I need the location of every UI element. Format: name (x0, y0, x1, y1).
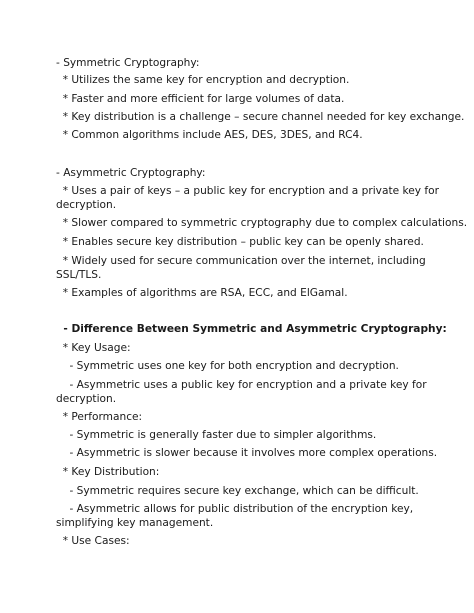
asymmetric-heading: - Asymmetric Cryptography: (56, 167, 206, 179)
key-usage-asymmetric-line-1: - Asymmetric uses a public key for encryption and a private key for (56, 379, 427, 391)
key-usage-asymmetric-line-2: decryption. (56, 393, 117, 405)
asymmetric-point-1-line-2: decryption. (56, 199, 117, 211)
key-usage-heading: * Key Usage: (56, 342, 131, 354)
symmetric-point-2: * Faster and more efficient for large volumes of data. (56, 93, 345, 105)
symmetric-heading: - Symmetric Cryptography: (56, 57, 200, 69)
key-distribution-symmetric: - Symmetric requires secure key exchange, which can be difficult. (56, 485, 419, 497)
asymmetric-point-1-line-1: * Uses a pair of keys – a public key for encryption and a private key for (56, 185, 439, 197)
key-distribution-asymmetric-line-1: - Asymmetric allows for public distribution of the encryption key, (56, 503, 414, 515)
symmetric-point-1: * Utilizes the same key for encryption and decryption. (56, 74, 350, 86)
asymmetric-point-4-line-2: SSL/TLS. (56, 269, 102, 281)
symmetric-point-3: * Key distribution is a challenge – secure channel needed for key exchange. (56, 111, 465, 123)
asymmetric-point-3: * Enables secure key distribution – public key can be openly shared. (56, 236, 424, 248)
key-distribution-heading: * Key Distribution: (56, 466, 160, 478)
key-usage-symmetric: - Symmetric uses one key for both encryption and decryption. (56, 360, 399, 372)
key-distribution-asymmetric-line-2: simplifying key management. (56, 517, 214, 529)
asymmetric-point-2: * Slower compared to symmetric cryptography due to complex calculations. (56, 217, 468, 229)
performance-heading: * Performance: (56, 411, 143, 423)
asymmetric-point-4-line-1: * Widely used for secure communication over the internet, including (56, 255, 426, 267)
performance-asymmetric: - Asymmetric is slower because it involves more complex operations. (56, 447, 438, 459)
use-cases-heading: * Use Cases: (56, 535, 130, 547)
symmetric-point-4: * Common algorithms include AES, DES, 3DES, and RC4. (56, 129, 363, 141)
performance-symmetric: - Symmetric is generally faster due to simpler algorithms. (56, 429, 377, 441)
difference-heading: - Difference Between Symmetric and Asymmetric Cryptography: (56, 323, 447, 335)
asymmetric-point-5: * Examples of algorithms are RSA, ECC, and ElGamal. (56, 287, 348, 299)
